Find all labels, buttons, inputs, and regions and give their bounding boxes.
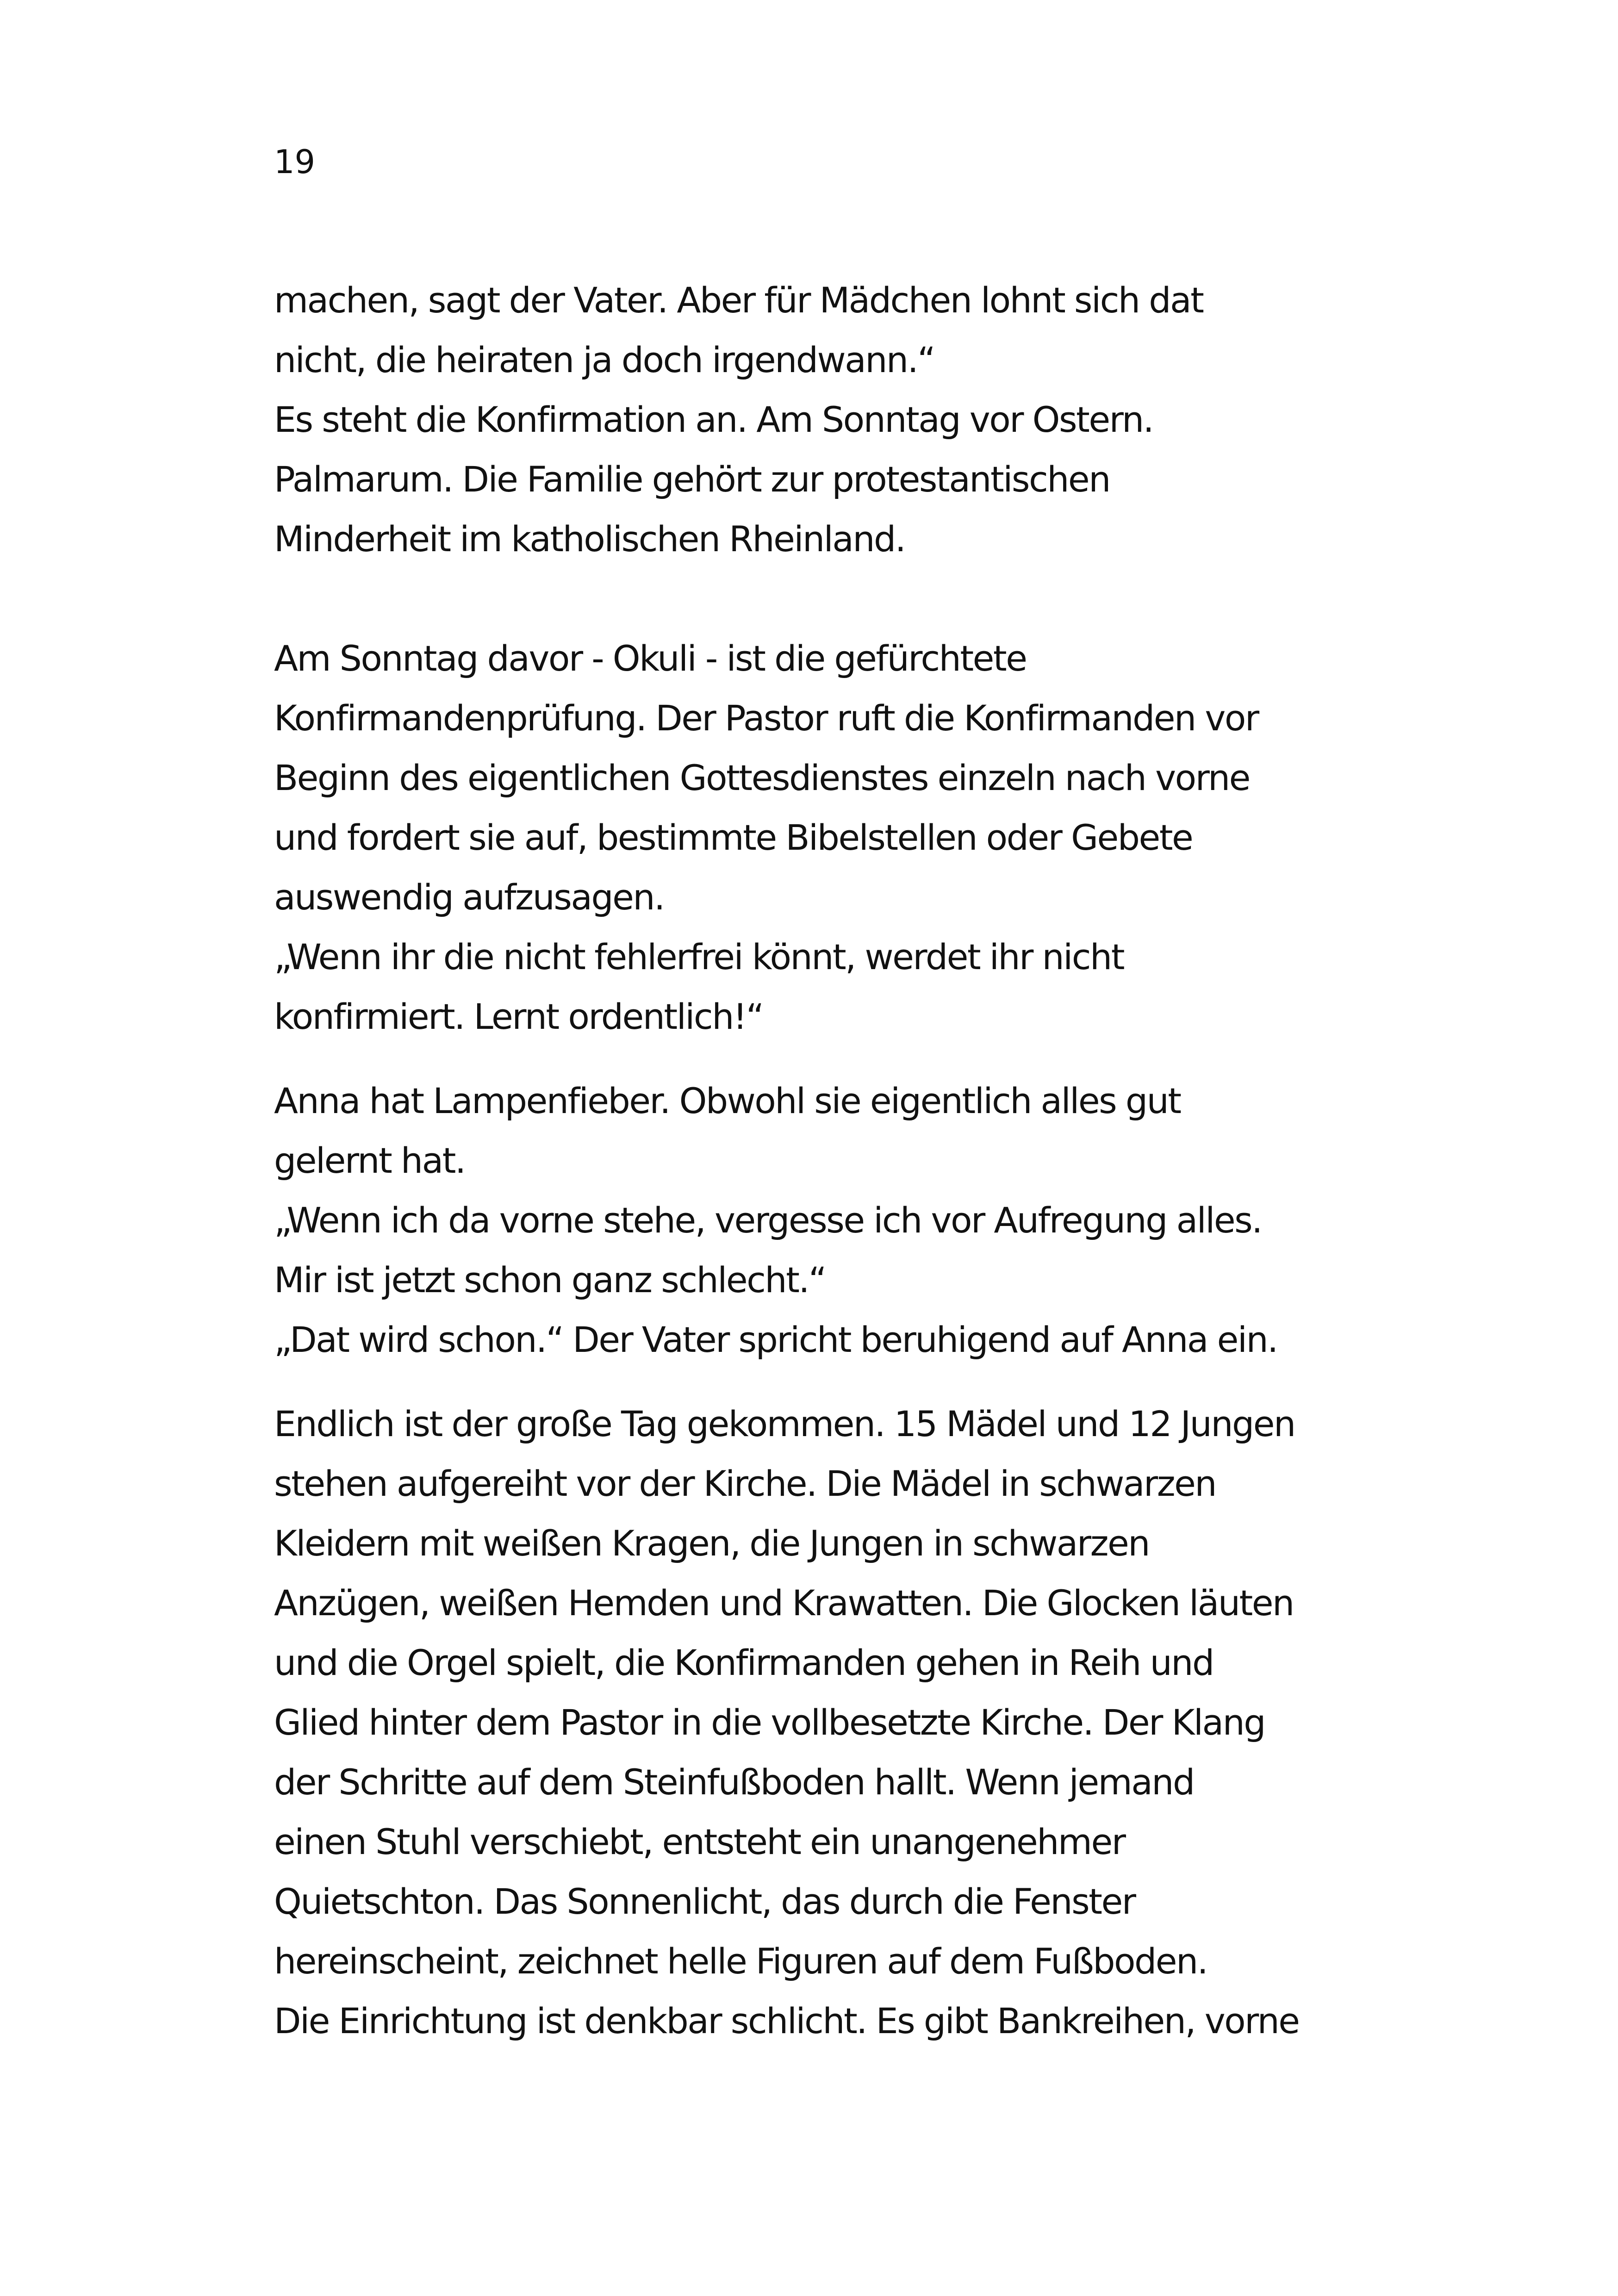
text-line: „Wenn ihr die nicht fehlerfrei könnt, werdet ihr nicht: [274, 936, 1124, 977]
text-line: machen, sagt der Vater. Aber für Mädchen lohnt sich dat: [274, 280, 1203, 321]
text-line: Palmarum. Die Familie gehört zur protestantischen: [274, 459, 1110, 500]
text-line: Mir ist jetzt schon ganz schlecht.“: [274, 1259, 826, 1300]
text-line: „Wenn ich da vorne stehe, vergesse ich vor Aufregung alles.: [274, 1200, 1262, 1241]
text-line: nicht, die heiraten ja doch irgendwann.“: [274, 339, 935, 380]
text-line: Die Einrichtung ist denkbar schlicht. Es gibt Bankreihen, vorne: [274, 2000, 1299, 2041]
text-line: gelernt hat.: [274, 1140, 465, 1181]
text-line: Konfirmandenprüfung. Der Pastor ruft die Konfirmanden vor: [274, 697, 1258, 739]
text-line: einen Stuhl verschiebt, entsteht ein unangenehmer: [274, 1821, 1125, 1862]
text-line: Quietschton. Das Sonnenlicht, das durch die Fenster: [274, 1881, 1135, 1922]
text-line: Glied hinter dem Pastor in die vollbesetzte Kirche. Der Klang: [274, 1702, 1265, 1743]
text-line: und fordert sie auf, bestimmte Bibelstellen oder Gebete: [274, 817, 1193, 858]
text-line: und die Orgel spielt, die Konfirmanden gehen in Reih und: [274, 1642, 1214, 1683]
paragraph-gap: [274, 569, 1394, 628]
text-line: „Dat wird schon.“ Der Vater spricht beruhigend auf Anna ein.: [274, 1319, 1277, 1360]
paragraph-gap: [274, 1046, 1394, 1071]
text-line: auswendig aufzusagen.: [274, 877, 664, 918]
text-line: Kleidern mit weißen Kragen, die Jungen in schwarzen: [274, 1523, 1149, 1564]
text-line: hereinscheint, zeichnet helle Figuren auf dem Fußboden.: [274, 1941, 1207, 1982]
page-number: 19: [274, 143, 316, 181]
text-line: Es steht die Konfirmation an. Am Sonntag vor Ostern.: [274, 399, 1153, 440]
text-line: Anzügen, weißen Hemden und Krawatten. Die Glocken läuten: [274, 1582, 1294, 1624]
text-line: Endlich ist der große Tag gekommen. 15 Mädel und 12 Jungen: [274, 1403, 1295, 1444]
paragraph-gap: [274, 1369, 1394, 1394]
text-line: Beginn des eigentlichen Gottesdienstes einzeln nach vorne: [274, 757, 1250, 798]
text-line: Minderheit im katholischen Rheinland.: [274, 518, 905, 560]
text-line: Am Sonntag davor - Okuli - ist die gefürchtete: [274, 638, 1027, 679]
text-line: der Schritte auf dem Steinfußboden hallt. Wenn jemand: [274, 1761, 1194, 1803]
body-text: [274, 270, 1394, 2051]
text-line: Anna hat Lampenfieber. Obwohl sie eigentlich alles gut: [274, 1080, 1181, 1121]
text-line: stehen aufgereiht vor der Kirche. Die Mädel in schwarzen: [274, 1463, 1216, 1504]
text-line: konfirmiert. Lernt ordentlich!“: [274, 996, 763, 1037]
